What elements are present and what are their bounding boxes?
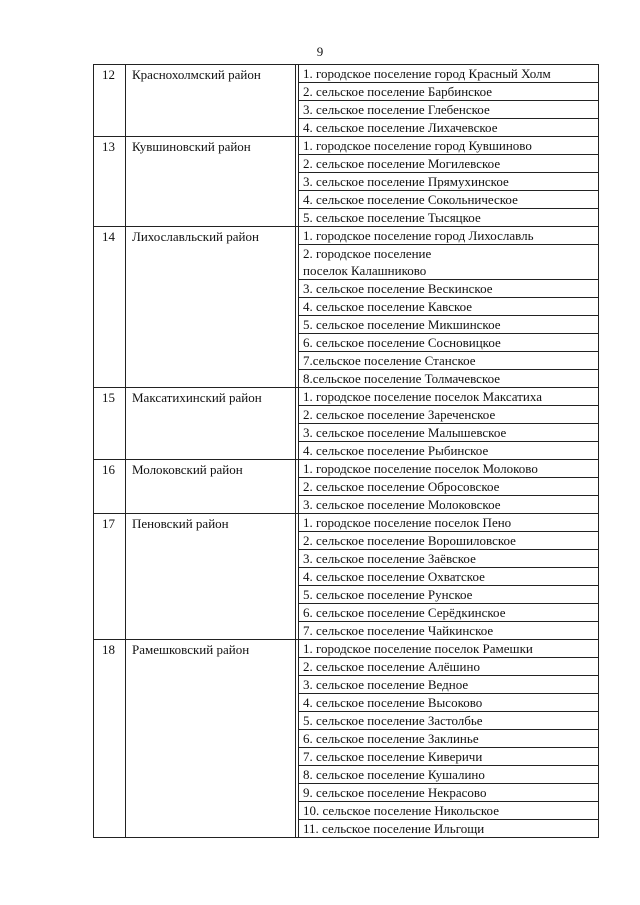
settlement-item: 2. сельское поселение Обросовское [298,478,598,496]
page-number: 9 [316,44,324,59]
settlement-item: 4. сельское поселение Охватское [298,568,598,586]
settlement-item: 2. сельское поселение Могилевское [298,155,598,173]
settlement-item: 3. сельское поселение Малышевское [298,424,598,442]
settlements-cell [296,65,599,137]
settlement-item: 3. сельское поселение Прямухинское [298,173,598,191]
settlement-item: 9. сельское поселение Некрасово [298,784,598,802]
settlement-item: 1. городское поселение город Красный Холм [298,65,598,83]
settlement-item: 6. сельское поселение Заклинье [298,730,598,748]
district-number: 15 [94,388,126,460]
settlement-item: 1. городское поселение город Кувшиново [298,137,598,155]
district-name: Лихославльский район [126,227,296,388]
district-row [94,640,599,838]
district-number: 16 [94,460,126,514]
settlement-item: 5. сельское поселение Тысяцкое [298,209,598,226]
district-name: Максатихинский район [126,388,296,460]
settlement-item: 1. городское поселение поселок Максатиха [298,388,598,406]
settlements-cell [296,137,599,227]
district-name: Рамешковский район [126,640,296,838]
settlement-item: 5. сельское поселение Микшинское [298,316,598,334]
settlement-item: 4. сельское поселение Кавское [298,298,598,316]
district-row [94,460,599,514]
settlements-cell [296,514,599,640]
settlement-item: 7. сельское поселение Киверичи [298,748,598,766]
settlements-list [296,460,598,513]
settlements-list [296,227,598,387]
settlements-cell [296,460,599,514]
district-number: 14 [94,227,126,388]
district-number: 13 [94,137,126,227]
district-number: 17 [94,514,126,640]
settlement-item: 8. сельское поселение Кушалино [298,766,598,784]
districts-table-body [94,65,599,838]
settlement-item: 4. сельское поселение Лихачевское [298,119,598,136]
settlement-item: 4. сельское поселение Рыбинское [298,442,598,459]
settlement-item: 1. городское поселение поселок Рамешки [298,640,598,658]
district-row [94,388,599,460]
districts-table-wrapper [93,64,598,838]
settlement-item: 4. сельское поселение Сокольническое [298,191,598,209]
settlement-item: 2. городское поселение поселок Калашниково [298,245,598,280]
settlement-item: 3. сельское поселение Ведное [298,676,598,694]
district-row [94,227,599,388]
settlements-cell [296,640,599,838]
settlement-item: 1. городское поселение поселок Молоково [298,460,598,478]
settlement-item: 3. сельское поселение Молоковское [298,496,598,513]
districts-table [93,64,599,838]
settlement-item: 1. городское поселение город Лихославль [298,227,598,245]
settlement-item: 5. сельское поселение Застолбье [298,712,598,730]
settlement-item: 2. сельское поселение Алёшино [298,658,598,676]
settlement-item: 8.сельское поселение Толмачевское [298,370,598,387]
settlements-list [296,640,598,837]
district-name: Молоковский район [126,460,296,514]
settlement-item: 3. сельское поселение Вескинское [298,280,598,298]
settlement-item: 4. сельское поселение Высоково [298,694,598,712]
settlement-item: 1. городское поселение поселок Пено [298,514,598,532]
district-name: Кувшиновский район [126,137,296,227]
settlement-item: 10. сельское поселение Никольское [298,802,598,820]
settlement-item: 3. сельское поселение Глебенское [298,101,598,119]
settlement-item: 3. сельское поселение Заёвское [298,550,598,568]
district-name: Краснохолмский район [126,65,296,137]
settlement-item: 2. сельское поселение Барбинское [298,83,598,101]
district-number: 12 [94,65,126,137]
settlement-item: 7. сельское поселение Чайкинское [298,622,598,639]
settlements-list [296,65,598,136]
settlement-item: 5. сельское поселение Рунское [298,586,598,604]
settlements-list [296,388,598,459]
district-row [94,65,599,137]
settlement-item: 6. сельское поселение Серёдкинское [298,604,598,622]
settlement-item: 7.сельское поселение Станское [298,352,598,370]
settlement-item: 11. сельское поселение Ильгощи [298,820,598,837]
settlements-cell [296,388,599,460]
settlements-list [296,137,598,226]
settlement-item: 6. сельское поселение Сосновицкое [298,334,598,352]
settlements-cell [296,227,599,388]
settlements-list [296,514,598,639]
district-name: Пеновский район [126,514,296,640]
district-number: 18 [94,640,126,838]
settlement-item: 2. сельское поселение Зареченское [298,406,598,424]
district-row [94,514,599,640]
settlement-item: 2. сельское поселение Ворошиловское [298,532,598,550]
district-row [94,137,599,227]
